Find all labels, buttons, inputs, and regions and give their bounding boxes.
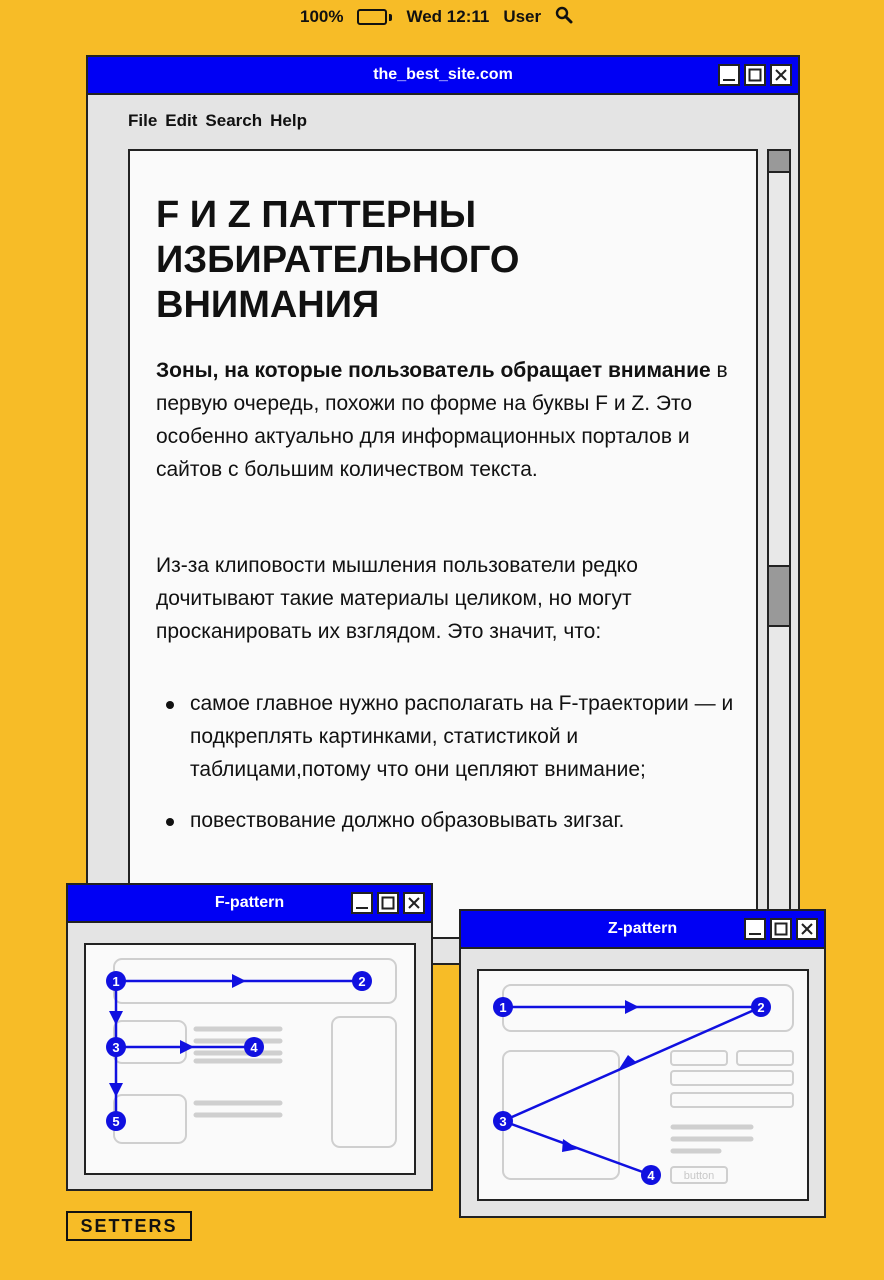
intro-paragraph (156, 354, 736, 486)
window-title: Z-pattern (607, 920, 678, 937)
maximize-button[interactable] (770, 918, 792, 940)
step-label: 2 (358, 974, 366, 989)
step-label: 3 (499, 1114, 507, 1129)
close-button[interactable] (796, 918, 818, 940)
step-markers (493, 997, 771, 1185)
list-item: самое главное нужно располагать на F-траектории — и подкреплять картинками, статистикой и таблицами,потому что они цепляют внимание; (156, 687, 746, 786)
window-titlebar[interactable] (68, 885, 431, 923)
step-label: 1 (499, 1000, 507, 1015)
document-area (128, 149, 758, 939)
title-line: F И Z ПАТТЕРНЫ (156, 194, 477, 236)
z-pattern-window (459, 909, 826, 1218)
clock: Wed 12:11 (406, 7, 490, 26)
window-title: F-pattern (214, 894, 285, 911)
window-title: the_best_site.com (373, 66, 513, 83)
f-pattern-diagram (84, 943, 416, 1175)
intro-bold: Зоны, на которые пользователь обращает внимание (156, 359, 711, 382)
user-menu[interactable]: User (503, 7, 542, 26)
menu-edit[interactable]: Edit (165, 111, 198, 130)
menu-search[interactable]: Search (205, 111, 263, 130)
window-titlebar[interactable] (88, 57, 798, 95)
scroll-up-arrow[interactable] (769, 151, 789, 173)
intro-text: в первую очередь, похожи по форме на буквы F и Z. Это особенно актуально для информационных порталов и сайтов с большим количеством текста. (156, 359, 728, 481)
step-label: 1 (112, 974, 120, 989)
page-title (156, 193, 716, 328)
step-label: 4 (647, 1168, 655, 1183)
menu-help[interactable]: Help (270, 111, 307, 130)
minimize-button[interactable] (351, 892, 373, 914)
search-icon[interactable] (555, 6, 573, 29)
status-bar (300, 6, 573, 28)
z-pattern-svg (479, 971, 811, 1203)
f-pattern-svg (86, 945, 418, 1177)
step-label: 4 (250, 1040, 258, 1055)
window-titlebar[interactable] (461, 911, 824, 949)
step-label: 5 (112, 1114, 120, 1129)
scrollbar[interactable] (767, 149, 791, 939)
second-paragraph: Из-за клиповости мышления пользователи редко дочитывают такие материалы целиком, но могут просканировать их взглядом. Это значит, что: (156, 554, 638, 643)
minimize-button[interactable] (718, 64, 740, 86)
f-pattern-window (66, 883, 433, 1191)
z-pattern-diagram (477, 969, 809, 1201)
browser-window (86, 55, 800, 965)
step-label: 3 (112, 1040, 120, 1055)
close-button[interactable] (403, 892, 425, 914)
battery-percent: 100% (300, 7, 344, 26)
list-item: повествование должно образовывать зигзаг. (156, 804, 746, 837)
bullet-list (156, 687, 746, 855)
button-placeholder-label: button (683, 1170, 715, 1182)
maximize-button[interactable] (744, 64, 766, 86)
battery-icon (357, 9, 392, 25)
step-label: 2 (757, 1000, 765, 1015)
brand-logo: SETTERS (66, 1211, 192, 1241)
menu-bar (128, 111, 307, 131)
scroll-thumb[interactable] (769, 565, 789, 627)
menu-file[interactable]: File (128, 111, 158, 130)
close-button[interactable] (770, 64, 792, 86)
title-line: ВНИМАНИЯ (156, 284, 380, 326)
title-line: ИЗБИРАТЕЛЬНОГО (156, 239, 520, 281)
minimize-button[interactable] (744, 918, 766, 940)
maximize-button[interactable] (377, 892, 399, 914)
